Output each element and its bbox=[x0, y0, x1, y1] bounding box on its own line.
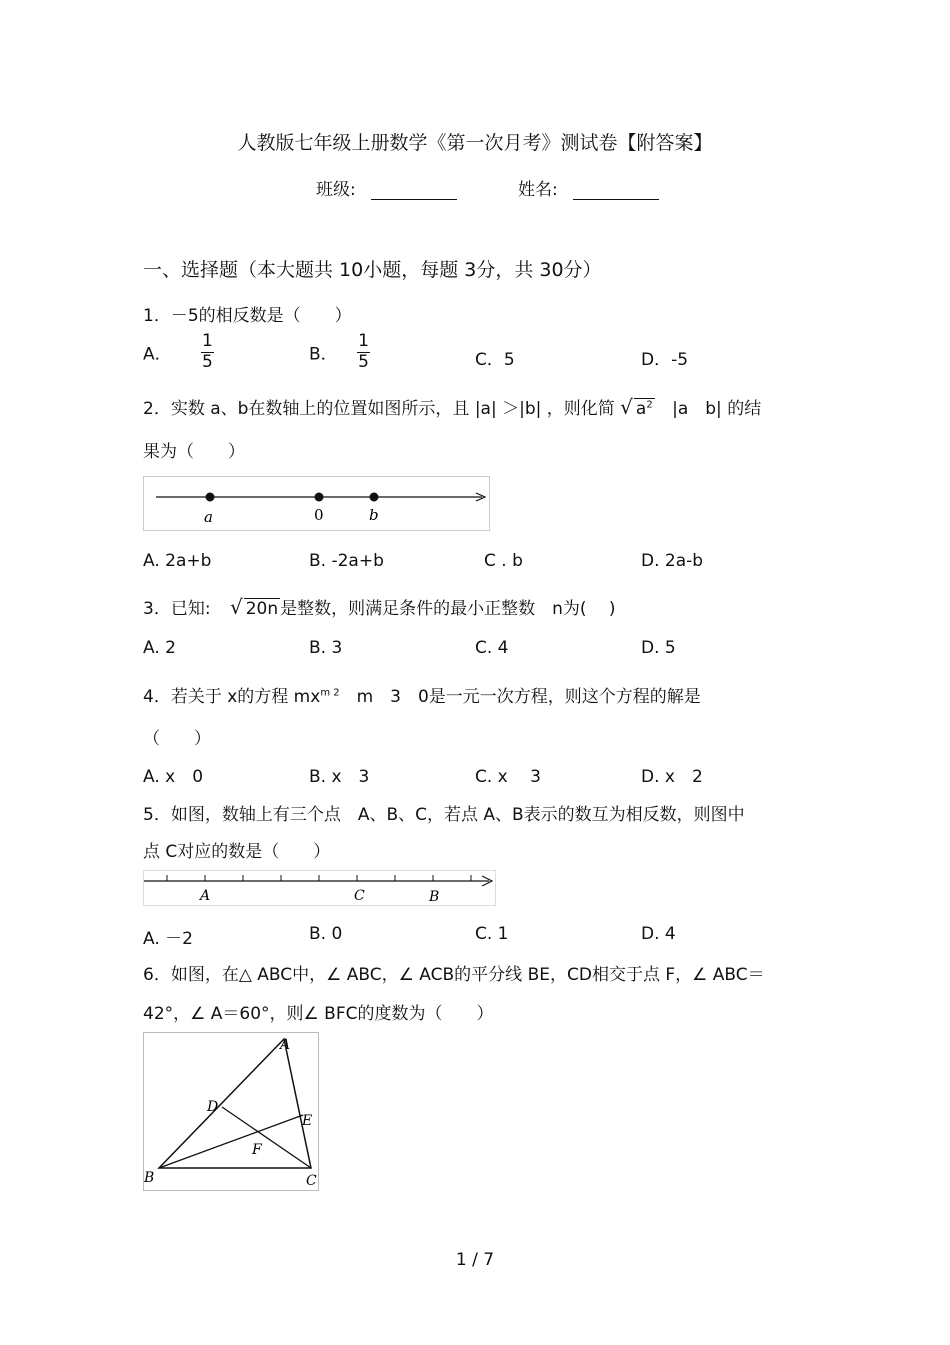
q2-option-d: D. 2a-b bbox=[641, 551, 704, 571]
q1-b-denominator: 5 bbox=[358, 351, 369, 372]
q2-sqrt bbox=[634, 398, 655, 419]
q2-label-a: a bbox=[204, 508, 213, 526]
q2-label-zero: 0 bbox=[314, 506, 324, 524]
q4-stem-post: m 3 0是一元一次方程，则这个方程的解是 bbox=[339, 687, 701, 707]
q1-a-fraction bbox=[201, 332, 214, 372]
page-title: 人教版七年级上册数学《第一次月考》测试卷【附答案】 bbox=[237, 132, 713, 154]
q4-exponent: m 2 bbox=[320, 687, 340, 699]
q3-stem-pre: 3．已知: bbox=[143, 599, 211, 619]
q6-label-B: B bbox=[144, 1170, 155, 1186]
q6-triangle-abc bbox=[159, 1039, 311, 1168]
q2-stem-line2: 果为（ ） bbox=[143, 442, 245, 462]
q2-number-line-figure bbox=[143, 476, 490, 531]
q2-point-zero bbox=[315, 493, 324, 502]
q4-stem-line2: （ ） bbox=[143, 729, 211, 749]
q2-stem-line1 bbox=[143, 394, 761, 419]
q1-option-d: D．-5 bbox=[641, 350, 689, 370]
q2-sqrt-content: a bbox=[635, 399, 647, 419]
q5-number-line-svg bbox=[144, 871, 495, 905]
q5-ticks bbox=[167, 875, 471, 881]
class-label: 班级: bbox=[316, 180, 356, 200]
q5-label-A: A bbox=[200, 888, 211, 904]
name-blank bbox=[573, 181, 659, 200]
q5-option-b: B. 0 bbox=[309, 924, 343, 944]
q4-option-b: B. x 3 bbox=[309, 767, 370, 787]
q1-a-numerator: 1 bbox=[202, 331, 213, 351]
q5-number-line-figure bbox=[143, 870, 496, 906]
q5-stem-line1: 5．如图，数轴上有三个点 A、B、C，若点 A、B表示的数互为相反数，则图中 bbox=[143, 805, 745, 825]
q2-sqrt-sup: 2 bbox=[646, 399, 653, 411]
q6-label-D: D bbox=[207, 1099, 219, 1115]
q2-stem-pre: 2．实数 a、b在数轴上的位置如图所示，且 |a| ＞|b| ，则化简 bbox=[143, 399, 615, 419]
q5-label-C: C bbox=[354, 888, 365, 904]
page-number: 1 / 7 bbox=[455, 1250, 495, 1270]
q1-option-c: C．5 bbox=[475, 350, 515, 370]
q3-radical-sign: √ bbox=[229, 595, 243, 619]
q3-option-c: C. 4 bbox=[475, 638, 509, 658]
q6-triangle-figure bbox=[143, 1032, 319, 1191]
q3-stem bbox=[143, 594, 616, 619]
q2-radical-sign: √ bbox=[620, 395, 633, 419]
q6-triangle-svg bbox=[144, 1033, 318, 1190]
q2-point-b bbox=[370, 493, 379, 502]
name-field bbox=[518, 175, 659, 200]
q6-segment-cd bbox=[222, 1107, 311, 1168]
q2-option-c: C . b bbox=[484, 551, 523, 571]
q1-b-numerator: 1 bbox=[358, 331, 369, 351]
q6-segment-be bbox=[159, 1115, 303, 1168]
q5-label-B: B bbox=[429, 889, 440, 905]
q1-b-fraction bbox=[357, 332, 370, 372]
section1-heading: 一、选择题（本大题共 10小题，每题 3分，共 30分） bbox=[143, 259, 602, 281]
q3-option-b: B. 3 bbox=[309, 638, 343, 658]
q6-label-A: A bbox=[280, 1037, 291, 1053]
q2-stem-post: 的结 bbox=[727, 399, 762, 419]
q1-option-b bbox=[309, 332, 370, 372]
q1-stem: 1．－5的相反数是（ ） bbox=[143, 306, 352, 326]
q2-option-a: A. 2a+b bbox=[143, 551, 212, 571]
q1-a-denominator: 5 bbox=[202, 351, 213, 372]
q1-b-label: B． bbox=[309, 344, 338, 365]
class-blank bbox=[371, 181, 457, 200]
name-label: 姓名: bbox=[518, 180, 558, 200]
q6-stem-line2: 42°，∠ A＝60°，则∠ BFC的度数为（ ） bbox=[143, 1004, 494, 1024]
q3-option-a: A. 2 bbox=[143, 638, 176, 658]
q4-option-d: D. x 2 bbox=[641, 767, 703, 787]
q5-option-c: C. 1 bbox=[475, 924, 509, 944]
q2-abs-expr: |a b| bbox=[672, 399, 722, 419]
q2-option-b: B. -2a+b bbox=[309, 551, 384, 571]
q2-point-a bbox=[206, 493, 215, 502]
q3-option-d: D. 5 bbox=[641, 638, 676, 658]
q1-option-a bbox=[143, 332, 214, 372]
q3-sqrt-content: 20n bbox=[245, 599, 279, 619]
q4-option-c: C. x 3 bbox=[475, 767, 541, 787]
q6-label-E: E bbox=[302, 1113, 313, 1129]
q5-option-a: A. －2 bbox=[143, 929, 193, 949]
q4-option-a: A. x 0 bbox=[143, 767, 204, 787]
q5-stem-line2: 点 C对应的数是（ ） bbox=[143, 842, 331, 862]
q6-stem-line1: 6．如图，在△ ABC中，∠ ABC，∠ ACB的平分线 BE，CD相交于点 F，∠ ABC＝ bbox=[143, 965, 765, 985]
q6-label-F: F bbox=[252, 1142, 262, 1158]
q2-label-b: b bbox=[369, 506, 379, 524]
class-field bbox=[316, 175, 457, 200]
q2-number-line-svg bbox=[144, 477, 489, 530]
q5-option-d: D. 4 bbox=[641, 924, 676, 944]
q3-stem-post: 是整数，则满足条件的最小正整数 n为( ) bbox=[280, 599, 616, 619]
q4-stem-line1 bbox=[143, 682, 701, 707]
q4-stem-pre: 4．若关于 x的方程 mx bbox=[143, 687, 321, 707]
q1-a-label: A． bbox=[143, 344, 172, 365]
q6-label-C: C bbox=[306, 1173, 317, 1189]
